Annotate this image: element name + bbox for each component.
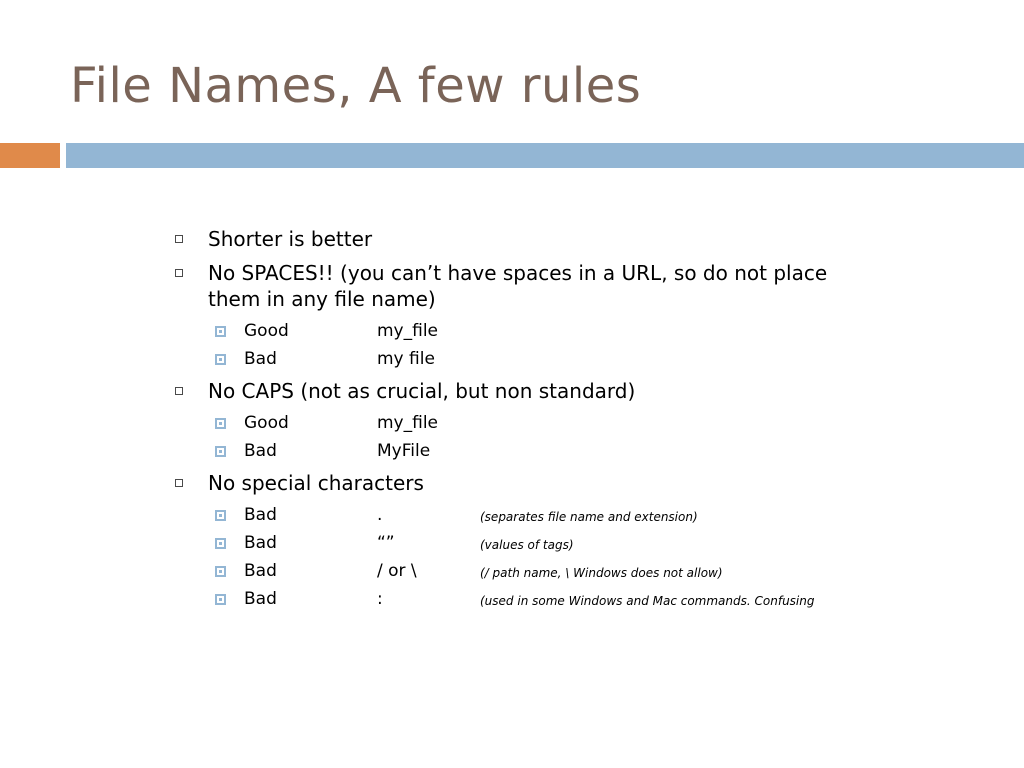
accent-bar-orange <box>0 143 60 168</box>
example-note: (used in some Windows and Mac commands. Confusing <box>480 594 815 608</box>
example-value: . <box>377 505 383 525</box>
square-bullet-icon <box>215 446 226 457</box>
example-label: Good <box>244 321 289 341</box>
example-item <box>173 412 853 434</box>
square-bullet-icon <box>215 566 226 577</box>
example-label: Bad <box>244 505 277 525</box>
rule-text: No SPACES!! (you can’t have spaces in a URL, so do not place them in any file name) <box>208 261 828 311</box>
example-label: Bad <box>244 561 277 581</box>
rule-text: Shorter is better <box>208 227 373 251</box>
bullet-list <box>173 226 853 618</box>
accent-bar-blue <box>66 143 1024 168</box>
square-bullet-icon <box>215 538 226 549</box>
square-bullet-icon <box>175 479 183 487</box>
example-value: : <box>377 589 383 609</box>
slide-title: File Names, A few rules <box>70 58 642 114</box>
rule-text: No CAPS (not as crucial, but non standard) <box>208 379 636 403</box>
square-bullet-icon <box>215 594 226 605</box>
square-bullet-icon <box>175 387 183 395</box>
square-bullet-icon <box>215 510 226 521</box>
example-item <box>173 560 853 582</box>
square-bullet-icon <box>215 354 226 365</box>
example-item <box>173 588 853 610</box>
square-bullet-icon <box>215 418 226 429</box>
square-bullet-icon <box>175 269 183 277</box>
example-value: my_file <box>377 321 439 341</box>
example-note: (/ path name, \ Windows does not allow) <box>480 566 723 580</box>
rule-item <box>173 470 853 496</box>
example-value: MyFile <box>377 441 431 461</box>
example-value: / or \ <box>377 561 417 581</box>
square-bullet-icon <box>175 235 183 243</box>
example-item <box>173 440 853 462</box>
example-note: (separates file name and extension) <box>480 510 698 524</box>
example-item <box>173 348 853 370</box>
example-item <box>173 532 853 554</box>
example-note: (values of tags) <box>480 538 574 552</box>
example-value: my file <box>377 349 435 369</box>
example-item <box>173 504 853 526</box>
example-value: my_file <box>377 413 439 433</box>
example-value: “” <box>377 533 395 553</box>
example-label: Bad <box>244 441 277 461</box>
example-item <box>173 320 853 342</box>
example-label: Bad <box>244 533 277 553</box>
rule-item <box>173 226 853 252</box>
example-label: Good <box>244 413 289 433</box>
rule-item <box>173 260 853 312</box>
square-bullet-icon <box>215 326 226 337</box>
rule-text: No special characters <box>208 471 424 495</box>
rule-item <box>173 378 853 404</box>
example-label: Bad <box>244 349 277 369</box>
example-label: Bad <box>244 589 277 609</box>
